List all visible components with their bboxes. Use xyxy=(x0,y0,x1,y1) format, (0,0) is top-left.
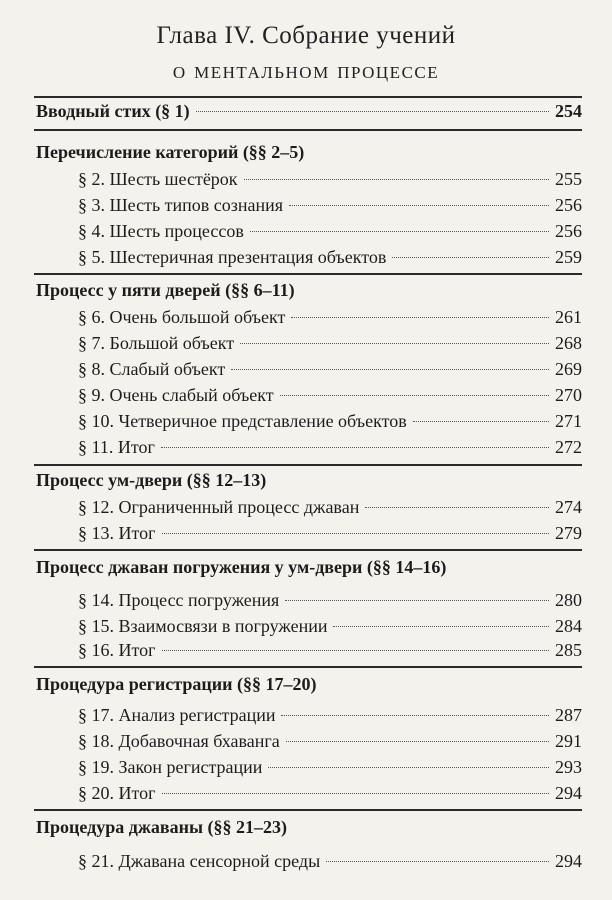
toc-entry[interactable] xyxy=(78,331,582,355)
page-number: 274 xyxy=(555,497,582,517)
toc-entry[interactable] xyxy=(78,755,582,779)
page-number: 280 xyxy=(555,590,582,610)
toc-entry[interactable] xyxy=(78,409,582,433)
toc-heading-label: Вводный стих (§ 1) xyxy=(36,101,190,121)
page-number: 287 xyxy=(555,705,582,725)
toc-entry[interactable] xyxy=(78,729,582,753)
toc-entry[interactable] xyxy=(78,495,582,519)
dot-leader xyxy=(162,533,549,534)
toc-entry-label: § 15. Взаимосвязи в погружении xyxy=(78,616,328,636)
toc-entry[interactable] xyxy=(78,588,582,612)
page-number: 272 xyxy=(555,437,582,457)
section-rule xyxy=(34,129,582,131)
toc-heading-entry xyxy=(36,468,582,492)
toc-entry[interactable] xyxy=(78,781,582,805)
dot-leader xyxy=(392,257,549,258)
toc-entry-label: § 16. Итог xyxy=(78,640,156,660)
dot-leader xyxy=(196,111,549,112)
toc-entry[interactable] xyxy=(78,703,582,727)
toc-heading-entry xyxy=(36,815,582,839)
dot-leader xyxy=(244,179,549,180)
toc-heading-entry xyxy=(36,278,582,302)
toc-entry-label: § 10. Четверичное представление объектов xyxy=(78,411,407,431)
page-number: 256 xyxy=(555,221,582,241)
dot-leader xyxy=(240,343,549,344)
toc-entry[interactable] xyxy=(78,614,582,638)
dot-leader xyxy=(281,715,549,716)
page-number: 259 xyxy=(555,247,582,267)
toc-entry[interactable] xyxy=(78,435,582,459)
dot-leader xyxy=(162,650,549,651)
toc-entry[interactable] xyxy=(78,245,582,269)
toc-entry[interactable] xyxy=(78,638,582,662)
toc-entry[interactable] xyxy=(78,383,582,407)
page-number: 255 xyxy=(555,169,582,189)
section-rule xyxy=(34,809,582,811)
page-number: 294 xyxy=(555,783,582,803)
toc-entry[interactable] xyxy=(78,357,582,381)
toc-entry-label: § 9. Очень слабый объект xyxy=(78,385,274,405)
toc-entry[interactable] xyxy=(78,193,582,217)
page-number: 284 xyxy=(555,616,582,636)
dot-leader xyxy=(161,447,549,448)
toc-entry-label: § 17. Анализ регистрации xyxy=(78,705,276,725)
section-rule xyxy=(34,666,582,668)
toc-entry-label: § 5. Шестеричная презентация объектов xyxy=(78,247,387,267)
toc-entry[interactable] xyxy=(78,167,582,191)
toc-entry-label: § 13. Итог xyxy=(78,523,156,543)
toc-entry-label: § 3. Шесть типов сознания xyxy=(78,195,284,215)
dot-leader xyxy=(280,395,549,396)
section-rule xyxy=(34,549,582,551)
section-rule xyxy=(34,273,582,275)
toc-entry-label: § 14. Процесс погружения xyxy=(78,590,280,610)
page-number: 291 xyxy=(555,731,582,751)
page-number: 270 xyxy=(555,385,582,405)
toc-heading-entry[interactable] xyxy=(36,99,582,123)
chapter-subtitle: о ментальном процессе xyxy=(172,58,440,84)
dot-leader xyxy=(365,507,549,508)
title-rule xyxy=(34,96,582,98)
dot-leader xyxy=(162,793,549,794)
dot-leader xyxy=(333,626,549,627)
toc-entry-label: § 20. Итог xyxy=(78,783,156,803)
toc-entry-label: § 7. Большой объект xyxy=(78,333,235,353)
page-number: 261 xyxy=(555,307,582,327)
toc-entry-label: § 2. Шесть шестёрок xyxy=(78,169,238,189)
toc-heading-entry xyxy=(36,555,582,579)
page-number: 256 xyxy=(555,195,582,215)
page-number: 294 xyxy=(555,851,582,871)
page-number: 279 xyxy=(555,523,582,543)
toc-heading-entry xyxy=(36,672,582,696)
page-number: 293 xyxy=(555,757,582,777)
toc-entry-label: § 8. Слабый объект xyxy=(78,359,226,379)
toc-heading-label: Процедура регистрации (§§ 17–20) xyxy=(36,674,317,694)
dot-leader xyxy=(268,767,549,768)
toc-heading-label: Процесс джаван погружения у ум-двери (§§ 14–16) xyxy=(36,557,447,577)
page-number: 271 xyxy=(555,411,582,431)
toc-heading-label: Процесс у пяти дверей (§§ 6–11) xyxy=(36,280,295,300)
dot-leader xyxy=(286,741,549,742)
page-number: 285 xyxy=(555,640,582,660)
toc-entry-label: § 6. Очень большой объект xyxy=(78,307,286,327)
page-number: 268 xyxy=(555,333,582,353)
toc-heading-label: Процесс ум-двери (§§ 12–13) xyxy=(36,470,267,490)
toc-entry-label: § 18. Добавочная бхаванга xyxy=(78,731,280,751)
dot-leader xyxy=(250,231,549,232)
toc-entry[interactable] xyxy=(78,521,582,545)
dot-leader xyxy=(289,205,549,206)
page-number: 269 xyxy=(555,359,582,379)
toc-heading-entry xyxy=(36,140,582,164)
section-rule xyxy=(34,464,582,466)
dot-leader xyxy=(285,600,549,601)
toc-heading-label: Перечисление категорий (§§ 2–5) xyxy=(36,142,305,162)
chapter-title: Глава IV. Собрание учений xyxy=(156,22,456,49)
dot-leader xyxy=(326,861,549,862)
toc-heading-label: Процедура джаваны (§§ 21–23) xyxy=(36,817,288,837)
dot-leader xyxy=(413,421,549,422)
dot-leader xyxy=(231,369,549,370)
dot-leader xyxy=(291,317,549,318)
toc-entry-label: § 19. Закон регистрации xyxy=(78,757,263,777)
toc-entry-label: § 21. Джавана сенсорной среды xyxy=(78,851,321,871)
toc-entry-label: § 12. Ограниченный процесс джаван xyxy=(78,497,360,517)
page-number: 254 xyxy=(555,101,582,121)
toc-entry-label: § 4. Шесть процессов xyxy=(78,221,244,241)
toc-entry[interactable] xyxy=(78,219,582,243)
toc-entry[interactable] xyxy=(78,849,582,873)
toc-entry[interactable] xyxy=(78,305,582,329)
toc-entry-label: § 11. Итог xyxy=(78,437,155,457)
